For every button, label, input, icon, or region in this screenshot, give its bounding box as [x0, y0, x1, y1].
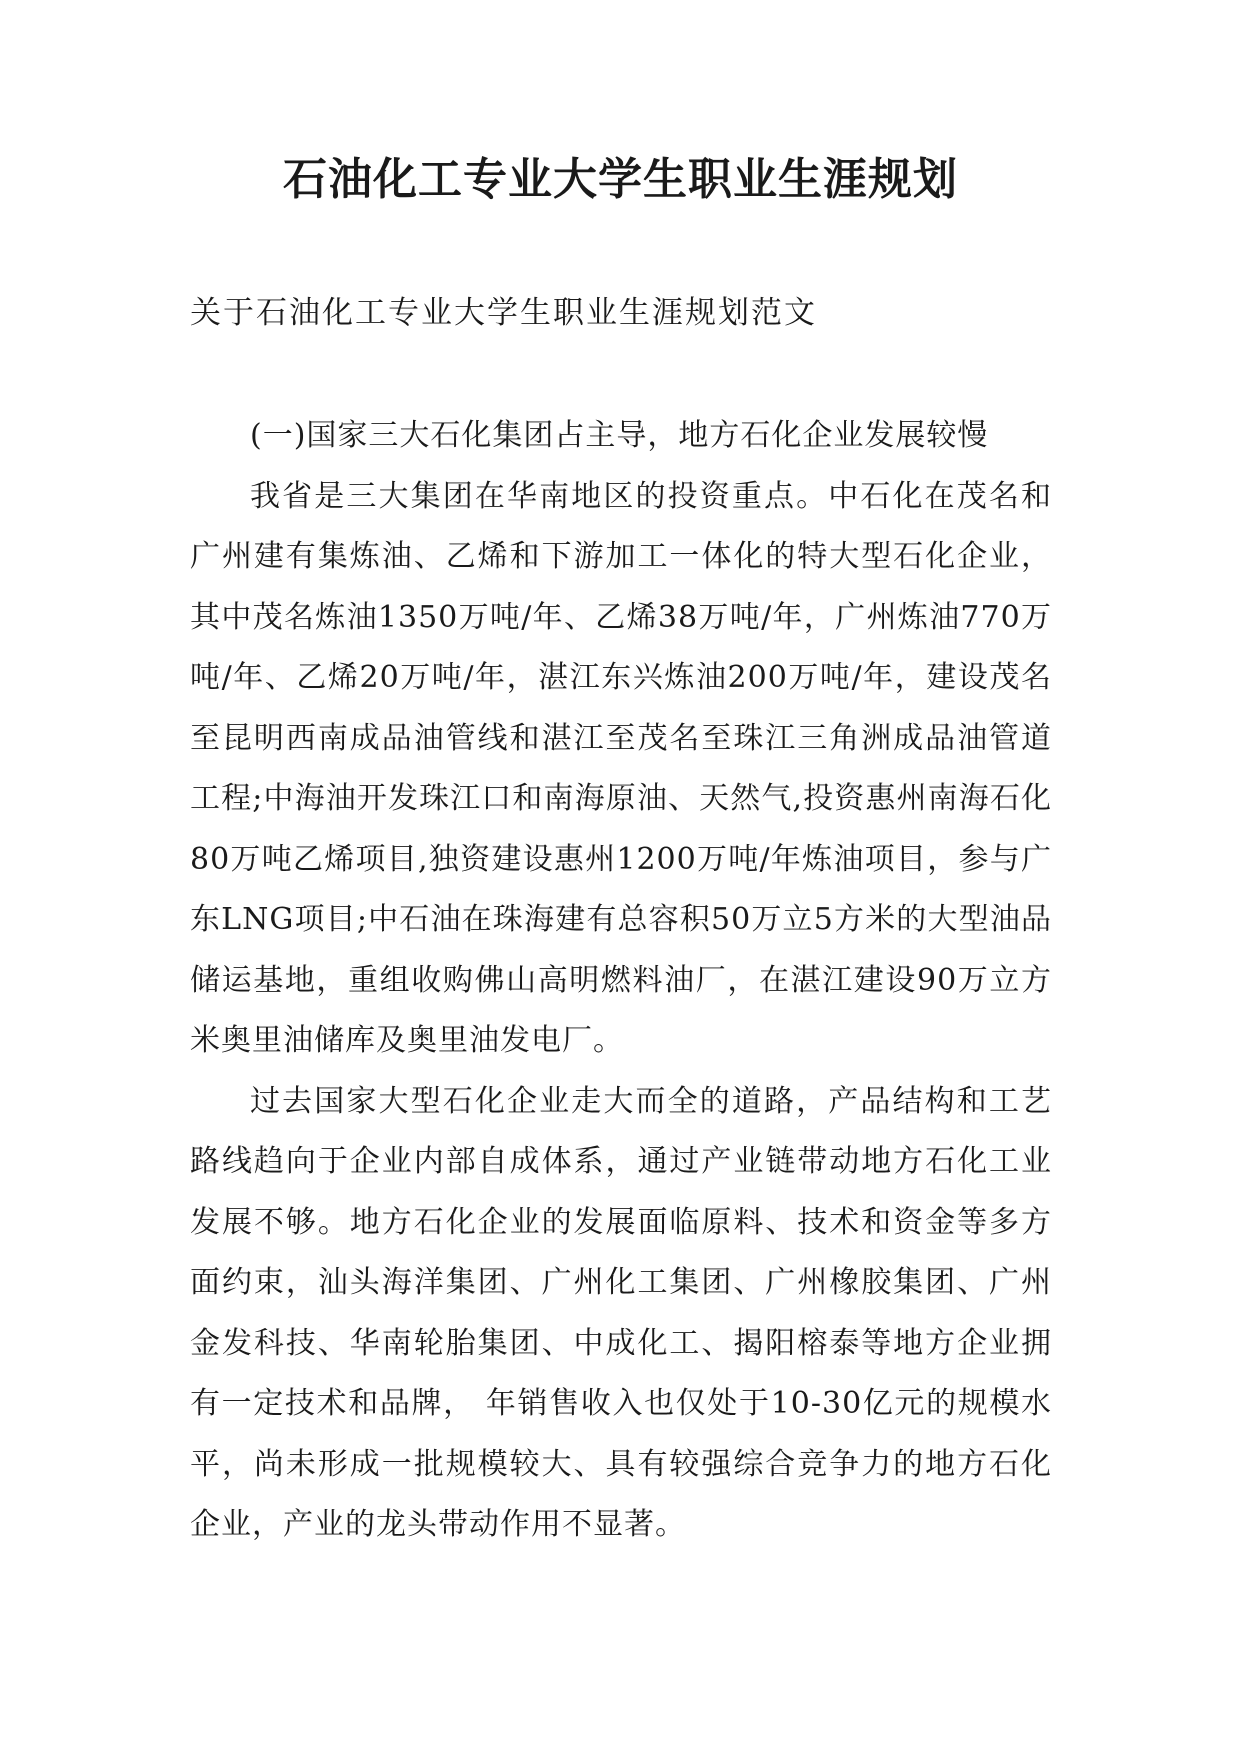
document-subtitle: 关于石油化工专业大学生职业生涯规划范文 — [190, 295, 817, 331]
body-paragraph: 过去国家大型石化企业走大而全的道路，产品结构和工艺路线趋向于企业内部自成体系，通过产业链带动地方石化工业发展不够。地方石化企业的发展面临原料、技术和资金等多方面约束，汕头海洋集团、广州化工集团、广州橡胶集团、广州金发科技、华南轮胎集团、中成化工、揭阳榕泰等地方企业拥有一定技术和品牌， 年销售收入也仅处于10-30亿元的规模水平，尚未形成一批规模较大、具有较强综合竞争力的地方石化企业，产业的龙头带动作用不显著。 — [190, 1083, 1052, 1542]
body-paragraph: 我省是三大集团在华南地区的投资重点。中石化在茂名和广州建有集炼油、乙烯和下游加工一体化的特大型石化企业，其中茂名炼油1350万吨/年、乙烯38万吨/年，广州炼油770万吨/年、乙烯20万吨/年，湛江东兴炼油200万吨/年，建设茂名至昆明西南成品油管线和湛江至茂名至珠江三角洲成品油管道工程;中海油开发珠江口和南海原油、天然气,投资惠州南海石化80万吨乙烯项目,独资建设惠州1200万吨/年炼油项目，参与广东LNG项目;中石油在珠海建有总容积50万立5方米的大型油品储运基地，重组收购佛山高明燃料油厂，在湛江建设90万立方米奥里油储库及奥里油发电厂。 — [190, 478, 1052, 1058]
document-title: 石油化工专业大学生职业生涯规划 — [283, 154, 958, 205]
document-body — [190, 406, 1052, 1556]
section-heading: (一)国家三大石化集团占主导，地方石化企业发展较慢 — [250, 418, 989, 453]
